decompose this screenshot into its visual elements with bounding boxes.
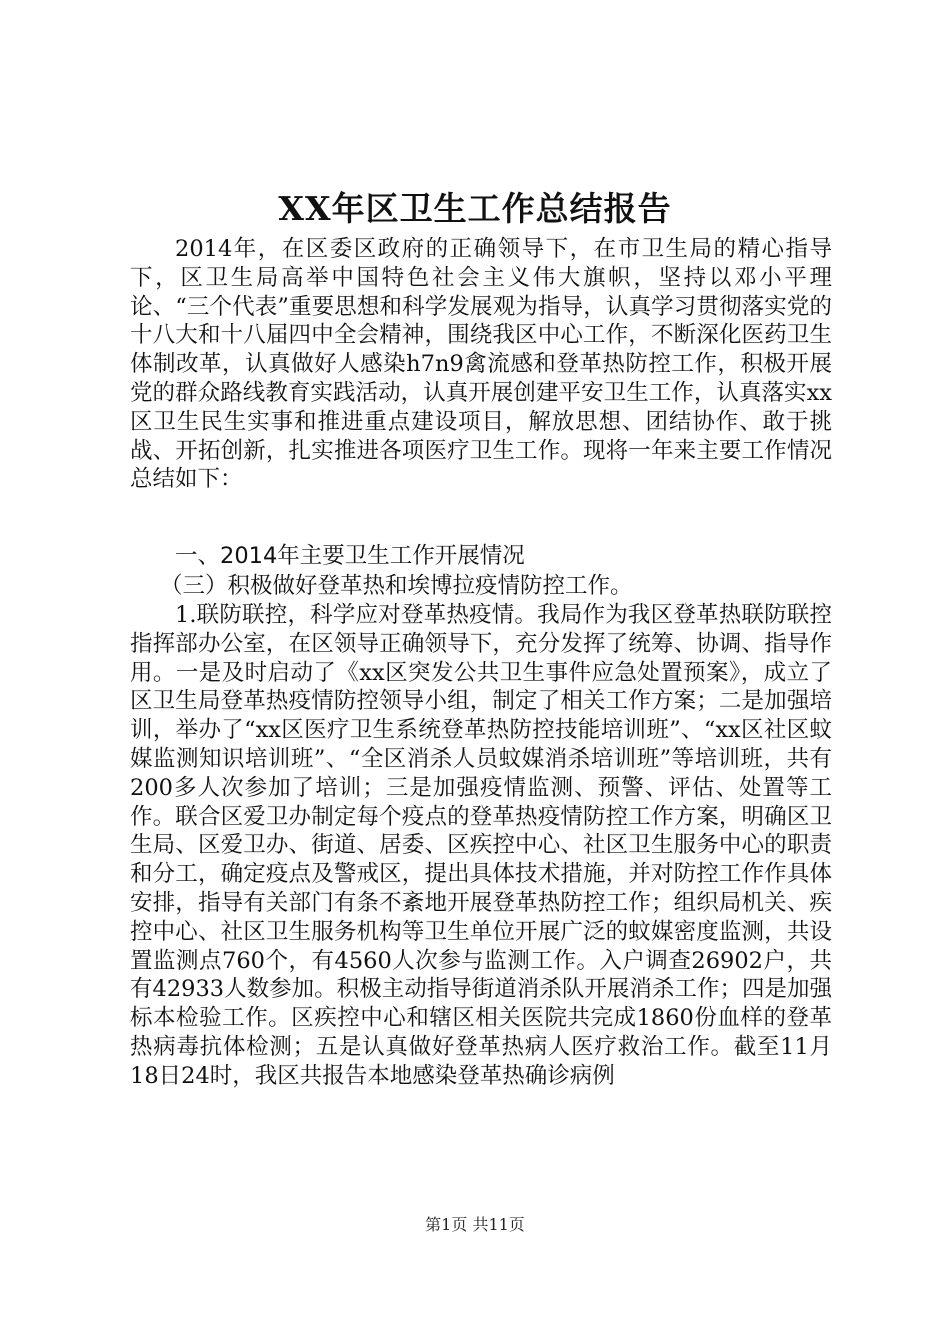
body-paragraph: 1.联防联控，科学应对登革热疫情。我局作为我区登革热联防联控指挥部办公室，在区领导正确领导下，充分发挥了统筹、协调、指导作用。一是及时启动了《xx区突发公共卫生事件应急处置预案》，成立了区卫生局登革热疫情防控领导小组，制定了相关工作方案；二是加强培训，举办了“xx区医疗卫生系统登革热防控技能培训班”、“xx区社区蚊媒监测知识培训班”、“全区消杀人员蚊媒消杀培训班”等培训班，共有200多人次参加了培训；三是加强疫情监测、预警、评估、处置等工作。联合区爱卫办制定每个疫点的登革热疫情防控工作方案，明确区卫生局、区爱卫办、街道、居委、区疾控中心、社区卫生服务中心的职责和分工，确定疫点及警戒区，提出具体技术措施，并对防控工作作具体安排，指导有关部门有条不紊地开展登革热防控工作；组织局机关、疾控中心、社区卫生服务机构等卫生单位开展广泛的蚊媒密度监测，共设置监测点760个，有4560人次参与监测工作。入户调查26902户，共有42933人数参加。积极主动指导街道消杀队开展消杀工作；四是加强标本检验工作。区疾控中心和辖区相关医院共完成1860份血样的登革热病毒抗体检测；五是认真做好登革热病人医疗救治工作。截至11月18日24时，我区共报告本地感染登革热确诊病例 — [130, 602, 832, 1089]
intro-paragraph: 2014年，在区委区政府的正确领导下，在市卫生局的精心指导下，区卫生局高举中国特色社会主义伟大旗帜，坚持以邓小平理论、“三个代表”重要思想和科学发展观为指导，认真学习贯彻落实党的十八大和十八届四中全会精神，围绕我区中心工作，不断深化医药卫生体制改革，认真做好人感染h7n9禽流感和登革热防控工作，积极开展党的群众路线教育实践活动，认真开展创建平安卫生工作，认真落实xx区卫生民生实事和推进重点建设项目，解放思想、团结协作、敢于挑战、开拓创新，扎实推进各项医疗卫生工作。现将一年来主要工作情况总结如下： — [130, 236, 832, 493]
page-footer: 第1页 共11页 — [425, 1215, 525, 1234]
subsection-heading: （三）积极做好登革热和埃博拉疫情防控工作。 — [160, 573, 633, 599]
section-heading: 一、2014年主要卫生工作开展情况 — [175, 543, 525, 569]
document-title: XX年区卫生工作总结报告 — [278, 189, 672, 228]
